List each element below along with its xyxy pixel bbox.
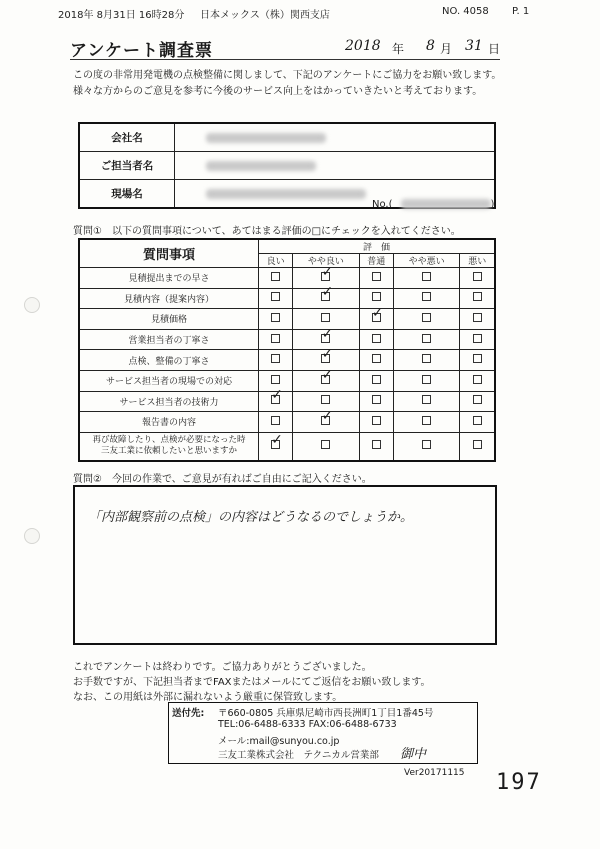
info-label: 現場名 <box>79 180 175 209</box>
rating-cell <box>259 288 293 309</box>
rating-cell <box>460 288 495 309</box>
question-1: 質問① 以下の質問事項について、あてはまる評価の□にチェックを入れてください。 <box>73 226 461 237</box>
rating-checkbox[interactable] <box>473 292 482 301</box>
rating-checkbox[interactable] <box>271 334 280 343</box>
survey-row <box>79 309 495 330</box>
info-label: 会社名 <box>79 123 175 152</box>
rating-checkbox[interactable] <box>422 272 431 281</box>
closing-line: お手数ですが、下記担当者までFAXまたはメールにてご返信をお願い致します。 <box>73 677 431 688</box>
date-year: 2018 <box>345 38 381 54</box>
rating-checkbox[interactable] <box>271 375 280 384</box>
closing-text <box>73 660 431 705</box>
rating-cell <box>293 432 360 461</box>
rating-checkbox[interactable] <box>271 416 280 425</box>
header-item: 質問事項 <box>79 239 259 268</box>
rating-cell <box>259 329 293 350</box>
closing-line: これでアンケートは終わりです。ご協力ありがとうございました。 <box>73 662 372 673</box>
survey-row <box>79 370 495 391</box>
checkmark-icon: ✓ <box>321 366 334 383</box>
intro-line: この度の非常用発電機の点検整備に関しまして、下記のアンケートにご協力をお願い致します。 <box>73 70 502 81</box>
send-to-address: 〒660-0805 兵庫県尼崎市西長洲町1丁目1番45号 <box>218 708 434 719</box>
survey-row <box>79 350 495 371</box>
header-eval: 評 価 <box>259 239 496 254</box>
survey-row <box>79 329 495 350</box>
page-title: アンケート調査票 <box>70 41 213 61</box>
rating-checkbox[interactable] <box>473 395 482 404</box>
checkmark-icon: ✓ <box>321 346 334 363</box>
redacted-value <box>206 161 316 171</box>
number-line: No.( ) <box>372 199 495 210</box>
redacted-value <box>206 189 366 199</box>
rating-cell <box>359 350 393 371</box>
rating-cell <box>359 412 393 433</box>
rating-cell <box>460 432 495 461</box>
rating-checkbox[interactable] <box>473 354 482 363</box>
rating-cell <box>359 304 393 330</box>
rating-checkbox[interactable] <box>422 440 431 449</box>
send-to-mail[interactable]: メール:mail@sunyou.co.jp <box>218 736 340 747</box>
rating-checkbox[interactable] <box>372 416 381 425</box>
survey-item: 点検、整備の丁寧さ <box>79 350 259 371</box>
date-month-unit: 月 <box>440 42 453 56</box>
rating-checkbox[interactable] <box>321 395 330 404</box>
survey-item: 見積価格 <box>79 309 259 330</box>
survey-header-row <box>79 239 495 254</box>
date-day-unit: 日 <box>488 42 501 56</box>
send-to-company: 三友工業株式会社 テクニカル営業部 <box>218 750 379 761</box>
rating-checkbox[interactable] <box>473 416 482 425</box>
rating-checkbox[interactable] <box>321 263 334 281</box>
fax-page: P. 1 <box>512 6 530 17</box>
survey-item: 営業担当者の丁寧さ <box>79 329 259 350</box>
intro-line: 様々な方からのご意見を参考に今後のサービス向上をはかっていきたいと考えております。 <box>73 86 483 97</box>
company-field[interactable] <box>175 123 496 152</box>
survey-item: 見積提出までの早さ <box>79 268 259 289</box>
survey-row <box>79 288 495 309</box>
checkmark-icon: ✓ <box>321 284 334 301</box>
rating-cell <box>259 350 293 371</box>
rating-cell <box>393 432 460 461</box>
title-underline <box>70 59 500 60</box>
info-label: ご担当者名 <box>79 152 175 180</box>
rating-cell <box>293 366 360 391</box>
rating-checkbox[interactable] <box>372 395 381 404</box>
checkmark-icon: ✓ <box>371 304 384 321</box>
info-table <box>78 122 496 209</box>
rating-checkbox[interactable] <box>271 272 280 281</box>
survey-item: 見積内容（提案内容） <box>79 288 259 309</box>
rating-checkbox[interactable] <box>422 313 431 322</box>
rating-cell <box>460 412 495 433</box>
rating-checkbox[interactable] <box>321 346 334 363</box>
info-row-company <box>79 123 495 152</box>
rating-checkbox[interactable] <box>372 375 381 384</box>
survey-row <box>79 412 495 433</box>
rating-cell <box>259 387 293 412</box>
rating-checkbox[interactable] <box>422 416 431 425</box>
rating-cell <box>460 329 495 350</box>
rating-cell <box>359 370 393 391</box>
survey-body <box>79 263 495 461</box>
survey-table <box>78 238 496 462</box>
number-label: No. <box>372 199 389 210</box>
rating-checkbox[interactable] <box>321 407 334 425</box>
send-to-signature: 御中 <box>400 747 427 762</box>
rating-cell <box>293 284 360 309</box>
rating-cell <box>393 288 460 309</box>
rating-checkbox[interactable] <box>422 375 431 384</box>
rating-cell <box>393 329 460 350</box>
rating-checkbox[interactable] <box>271 432 283 449</box>
redacted-number <box>401 199 491 209</box>
rating-cell <box>393 370 460 391</box>
date-year-unit: 年 <box>392 42 405 56</box>
rating-cell <box>359 268 393 289</box>
rating-checkbox[interactable] <box>372 440 381 449</box>
closing-line: なお、この用紙は外部に漏れないよう厳重に保管致します。 <box>73 692 343 703</box>
redacted-value <box>206 133 326 143</box>
question-2: 質問② 今回の作業で、ご意見が有ればご自由にご記入ください。 <box>73 474 372 485</box>
rating-checkbox[interactable] <box>422 292 431 301</box>
survey-item-line: 再び故障したり、点検が必要になった時 <box>92 435 246 446</box>
rating-checkbox[interactable] <box>271 313 280 322</box>
rating-cell <box>393 309 460 330</box>
rating-cell <box>259 268 293 289</box>
rating-cell <box>259 432 293 461</box>
rating-checkbox[interactable] <box>422 395 431 404</box>
rating-checkbox[interactable] <box>371 304 384 322</box>
checkmark-icon: ✓ <box>321 325 334 342</box>
rating-cell <box>393 412 460 433</box>
rating-cell <box>460 350 495 371</box>
date-day: 31 <box>465 38 483 54</box>
rating-checkbox[interactable] <box>372 334 381 343</box>
rating-cell <box>393 350 460 371</box>
comment-text: 「内部観察前の点検」の内容はどうなるのでしょうか。 <box>88 510 414 525</box>
punch-hole <box>24 528 40 544</box>
send-to-label: 送付先: <box>172 708 205 719</box>
rating-checkbox[interactable] <box>473 440 482 449</box>
info-row-contact <box>79 152 495 180</box>
checkmark-icon: ✓ <box>271 387 283 404</box>
survey-row <box>79 432 495 461</box>
rating-checkbox[interactable] <box>321 284 334 301</box>
rating-checkbox[interactable] <box>422 334 431 343</box>
rating-header: やや悪い <box>393 254 460 268</box>
rating-checkbox[interactable] <box>372 292 381 301</box>
rating-checkbox[interactable] <box>271 387 283 404</box>
page-number: 197 <box>496 770 542 795</box>
rating-checkbox[interactable] <box>473 375 482 384</box>
fax-number: NO. 4058 <box>442 6 489 17</box>
send-to-tel-fax: TEL:06-6488-6333 FAX:06-6488-6733 <box>218 719 397 730</box>
rating-header: 悪い <box>460 254 495 268</box>
rating-cell <box>259 309 293 330</box>
rating-cell <box>460 268 495 289</box>
rating-header: 普通 <box>359 254 393 268</box>
rating-cell <box>393 268 460 289</box>
checkmark-icon: ✓ <box>321 407 334 424</box>
rating-checkbox[interactable] <box>473 334 482 343</box>
punch-hole <box>24 297 40 313</box>
rating-cell <box>460 370 495 391</box>
checkmark-icon: ✓ <box>271 432 283 449</box>
rating-cell <box>460 391 495 412</box>
rating-checkbox[interactable] <box>321 366 334 384</box>
date-month: 8 <box>426 38 435 54</box>
survey-item: 報告書の内容 <box>79 412 259 433</box>
rating-checkbox[interactable] <box>372 354 381 363</box>
rating-cell <box>359 391 393 412</box>
rating-checkbox[interactable] <box>321 440 330 449</box>
survey-item <box>79 432 259 461</box>
checkmark-icon: ✓ <box>321 263 334 280</box>
survey-row <box>79 268 495 289</box>
version-label: Ver20171115 <box>404 768 465 778</box>
survey-row <box>79 391 495 412</box>
rating-header: やや良い <box>293 254 360 268</box>
survey-item-line: 三友工業に依頼したいと思いますか <box>100 446 237 457</box>
survey-item: サービス担当者の現場での対応 <box>79 370 259 391</box>
intro-text <box>73 68 501 100</box>
rating-cell <box>460 309 495 330</box>
rating-checkbox[interactable] <box>473 313 482 322</box>
rating-cell <box>259 412 293 433</box>
survey-item: サービス担当者の技術力 <box>79 391 259 412</box>
rating-cell <box>359 329 393 350</box>
rating-checkbox[interactable] <box>321 313 330 322</box>
rating-cell <box>359 432 393 461</box>
rating-checkbox[interactable] <box>321 325 334 343</box>
contact-field[interactable] <box>175 152 496 180</box>
rating-checkbox[interactable] <box>271 354 280 363</box>
rating-cell <box>293 407 360 433</box>
rating-checkbox[interactable] <box>271 292 280 301</box>
rating-checkbox[interactable] <box>372 272 381 281</box>
rating-cell <box>393 391 460 412</box>
rating-header: 良い <box>259 254 293 268</box>
rating-checkbox[interactable] <box>422 354 431 363</box>
fax-datetime: 2018年 8月31日 16時28分 <box>58 10 185 21</box>
rating-checkbox[interactable] <box>473 272 482 281</box>
fax-company: 日本メックス（株）関西支店 <box>200 10 330 21</box>
